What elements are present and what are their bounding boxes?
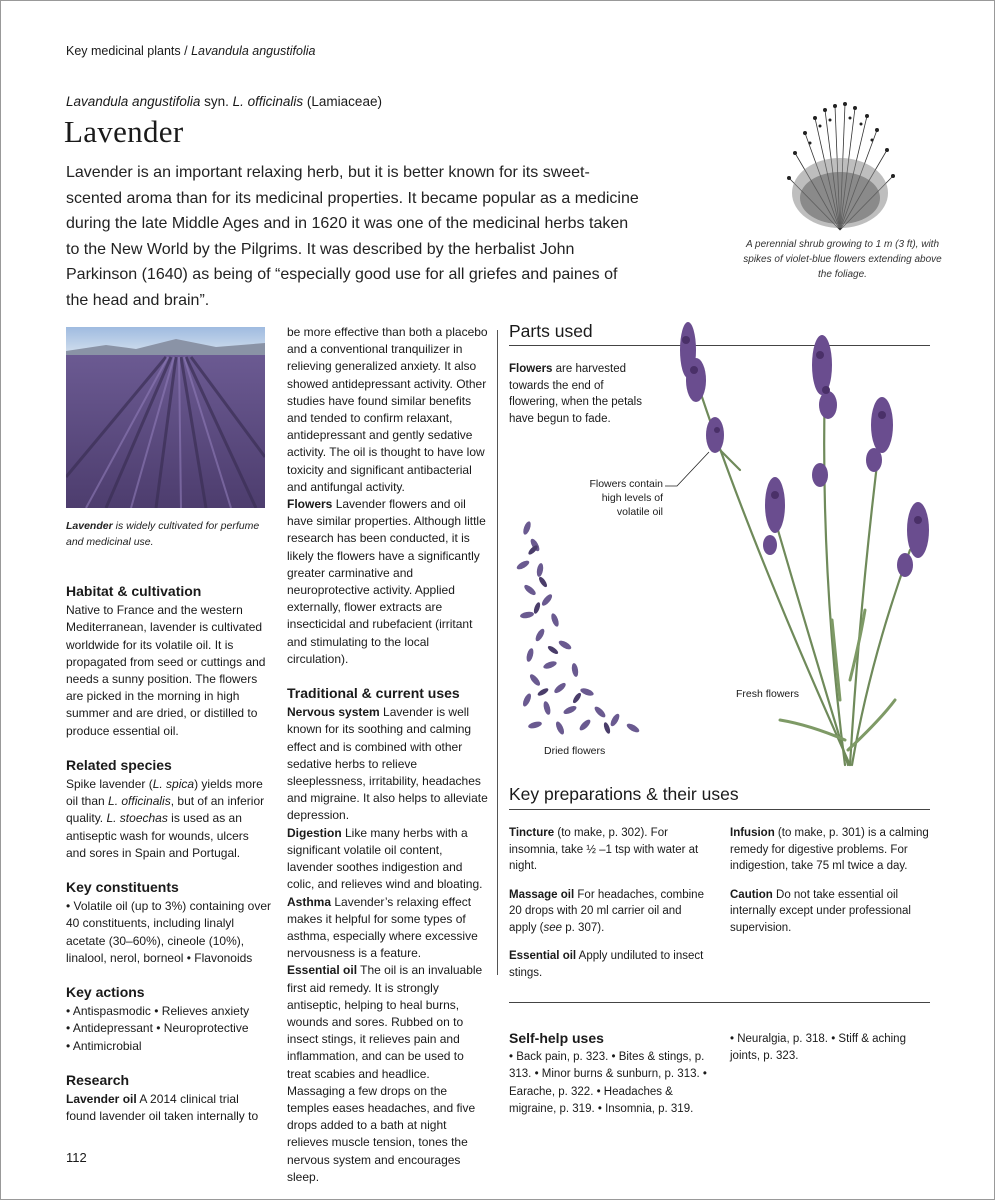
research-body: A 2014 clinical trial found lavender oil taken internally to: [66, 1092, 259, 1124]
nervous-lead: Nervous system: [287, 705, 380, 720]
flower-note-callout: Flowers contain high levels of volatile oil: [589, 478, 663, 518]
fresh-flowers-label: Fresh flowers: [736, 688, 800, 700]
note-pointer-line: [663, 450, 713, 490]
actions-line-2: • Antidepressant • Neuroprotective: [66, 1021, 249, 1036]
tincture-body: (to make, p. 302). For insomnia, take ½ –1 tsp with water at night.: [509, 827, 699, 872]
latin-binomial: Lavandula angustifolia: [66, 94, 201, 109]
infusion-item: [730, 825, 935, 875]
column-divider: [497, 330, 498, 975]
related-t1: Spike lavender (: [66, 777, 153, 792]
parts-used-text: [509, 361, 649, 427]
essential-oil-paragraph: [287, 962, 489, 1186]
tincture-item: [509, 825, 711, 875]
essential-oil-body: The oil is an invaluable first aid remedy. It is strongly antiseptic, helping to heal burns, wounds and sores. Rubbed on to insect stings, it relieves pain and inflammation, and can be used to treat scabies and headlice. Massaging a few drops on the temples eases headaches, and five drops added to a bath at night relieves muscle tension, tones the nervous system and encourages sleep.: [287, 963, 483, 1184]
caution-item: [730, 887, 935, 937]
constituents-section: [66, 879, 271, 967]
selfhelp-left-text: • Back pain, p. 323. • Bites & stings, p. 313. • Minor burns & sunburn, p. 313. • Earache, p. 322. • Headaches & migraine, p. 319. • Insomnia, p. 319.: [509, 1051, 707, 1115]
fresh-flowers-illustration: [660, 320, 950, 775]
tincture-lead: Tincture: [509, 827, 555, 839]
uses-heading: Traditional & current uses: [287, 685, 460, 702]
preparations-rule: [509, 809, 930, 810]
related-i1: L. spica: [152, 777, 195, 792]
massage-oil-item: [509, 887, 711, 937]
actions-line-1: • Antispasmodic • Relieves anxiety: [66, 1004, 250, 1019]
related-text: [66, 776, 271, 862]
massage-lead: Massage oil: [509, 888, 575, 901]
asthma-body: Lavender’s relaxing effect makes it helpful for some types of asthma, especially where excessive nervousness is a feature.: [287, 894, 478, 961]
latin-family: (Lamiaceae): [303, 94, 382, 109]
intro-paragraph: Lavender is an important relaxing herb, but it is better known for its sweet-scented aroma than for its medicinal properties. It became popular as a medicine during the late Middle Ages and in 1620 it was one of the medicinal herbs taken to the New World by the Pilgrims. It was described by the herbalist John Parkinson (1640) as being of “especially good use for all griefes and paines of the head and brain”.: [66, 164, 639, 309]
column-left: [66, 583, 271, 1125]
selfhelp-heading: Self-help uses: [509, 1030, 604, 1046]
digestion-body: Like many herbs with a significant volatile oil content, lavender soothes indigestion and colic, and relieves wind and bloating.: [287, 825, 483, 892]
related-section: [66, 757, 271, 862]
research-section: [66, 1072, 271, 1126]
caution-body: Do not take essential oil internally except under professional supervision.: [730, 888, 911, 934]
actions-section: [66, 984, 271, 1055]
header-plant: Lavandula angustifolia: [191, 44, 316, 58]
preparations-left-column: [509, 825, 711, 993]
constituents-text: • Volatile oil (up to 3%) containing over 40 constituents, including linalyl acetate (30–60%), cineole (10%), linalool, nerol, borneol • Flavonoids: [66, 899, 271, 965]
running-header: [66, 44, 315, 58]
nervous-body: Lavender is well known for its soothing and calming effect and is combined with other sedative herbs to relieve sleeplessness, irritability, headaches and migraine. It also helps to alleviate depression.: [287, 705, 488, 823]
latin-syn-label: syn.: [200, 94, 233, 109]
parts-used-heading: Parts used: [509, 321, 593, 341]
related-heading: Related species: [66, 756, 172, 773]
habitat-heading: Habitat & cultivation: [66, 583, 202, 599]
flowers-paragraph: [287, 496, 489, 668]
selfhelp-right-text: • Neuralgia, p. 318. • Stiff & aching joints, p. 323.: [730, 1033, 906, 1063]
actions-line-3: • Antimicrobial: [66, 1038, 142, 1053]
research-lead: Lavender oil: [66, 1092, 137, 1107]
essential-oil-lead: Essential oil: [287, 963, 358, 978]
habitat-section: [66, 583, 271, 740]
nervous-paragraph: [287, 704, 489, 824]
page-title: Lavender: [64, 114, 184, 149]
shrub-caption: A perennial shrub growing to 1 m (3 ft), with spikes of violet-blue flowers extending above the foliage.: [743, 239, 942, 280]
asthma-lead: Asthma: [287, 894, 332, 909]
dried-flowers-label: Dried flowers: [544, 745, 606, 757]
digestion-lead: Digestion: [287, 825, 342, 840]
massage-end: p. 307).: [562, 921, 605, 934]
latin-synonym: L. officinalis: [232, 94, 304, 109]
infusion-body: (to make, p. 301) is a calming remedy for digestive problems. For indigestion, take 75 ml twice a day.: [730, 827, 929, 872]
habitat-text: Native to France and the western Mediterranean, lavender is cultivated worldwide for its volatile oil. It is propagated from seed or cuttings and needs a sunny position. The flowers are picked in the morning in high summer and are dried, or distilled to produce essential oil.: [66, 603, 266, 738]
lavender-field-photo: [66, 327, 265, 508]
header-separator: /: [180, 44, 192, 58]
photo-caption-bold: Lavender: [66, 520, 113, 532]
research-continued: be more effective than both a placebo and a conventional tranquilizer in relieving generalized anxiety. It also showed antidepressant activity. Other studies have found similar benefits and tended to confirm relaxant, antidepressant and gently sedative activity. The oil is thought to have low toxicity and significant antibacterial and antifungal activity.: [287, 325, 488, 494]
related-t2: ) yields more oil than: [66, 777, 263, 809]
related-t3: , but of an inferior quality.: [66, 794, 265, 826]
selfhelp-rule: [509, 1002, 930, 1003]
infusion-lead: Infusion: [730, 827, 775, 839]
constituents-heading: Key constituents: [66, 879, 179, 896]
essential-lead: Essential oil: [509, 950, 577, 962]
photo-caption: [66, 518, 266, 550]
essential-oil-item: [509, 948, 711, 981]
flowers-body: Lavender flowers and oil have similar properties. Although little research has been conducted, it is likely the flowers have a significantly greater carminative and neuroprotective activity. Applied externally, flower extracts are insecticidal and rubefacient (irritant and stimulating to the local circulation).: [287, 497, 486, 666]
parts-body: are harvested towards the end of flowering, when the petals have begun to fade.: [509, 363, 642, 425]
essential-body: Apply undiluted to insect stings.: [509, 950, 704, 979]
related-i2: L. officinalis: [108, 794, 171, 809]
massage-see: see: [543, 921, 563, 934]
preparations-right-column: [730, 825, 935, 948]
parts-lead: Flowers: [509, 363, 553, 375]
related-i3: L. stoechas: [106, 811, 168, 826]
digestion-paragraph: [287, 825, 489, 894]
latin-name: [66, 94, 382, 109]
research-heading: Research: [66, 1071, 130, 1088]
caution-lead: Caution: [730, 888, 773, 901]
research-text: [66, 1091, 271, 1125]
page-number: 112: [66, 1150, 87, 1165]
massage-body: For headaches, combine 20 drops with 20 ml carrier oil and apply (: [509, 888, 704, 934]
preparations-heading: Key preparations & their uses: [509, 784, 739, 804]
dried-flowers-illustration: [515, 520, 650, 740]
flowers-lead: Flowers: [287, 497, 333, 512]
column-middle: [287, 324, 489, 1186]
header-section: Key medicinal plants: [66, 44, 181, 58]
shrub-illustration: [775, 98, 905, 233]
related-t4: is used as an antiseptic wash for wounds, ulcers and sores in Spain and Portugal.: [66, 811, 249, 860]
photo-caption-text: is widely cultivated for perfume and medicinal use.: [66, 520, 260, 548]
asthma-paragraph: [287, 894, 489, 963]
actions-heading: Key actions: [66, 984, 145, 1001]
